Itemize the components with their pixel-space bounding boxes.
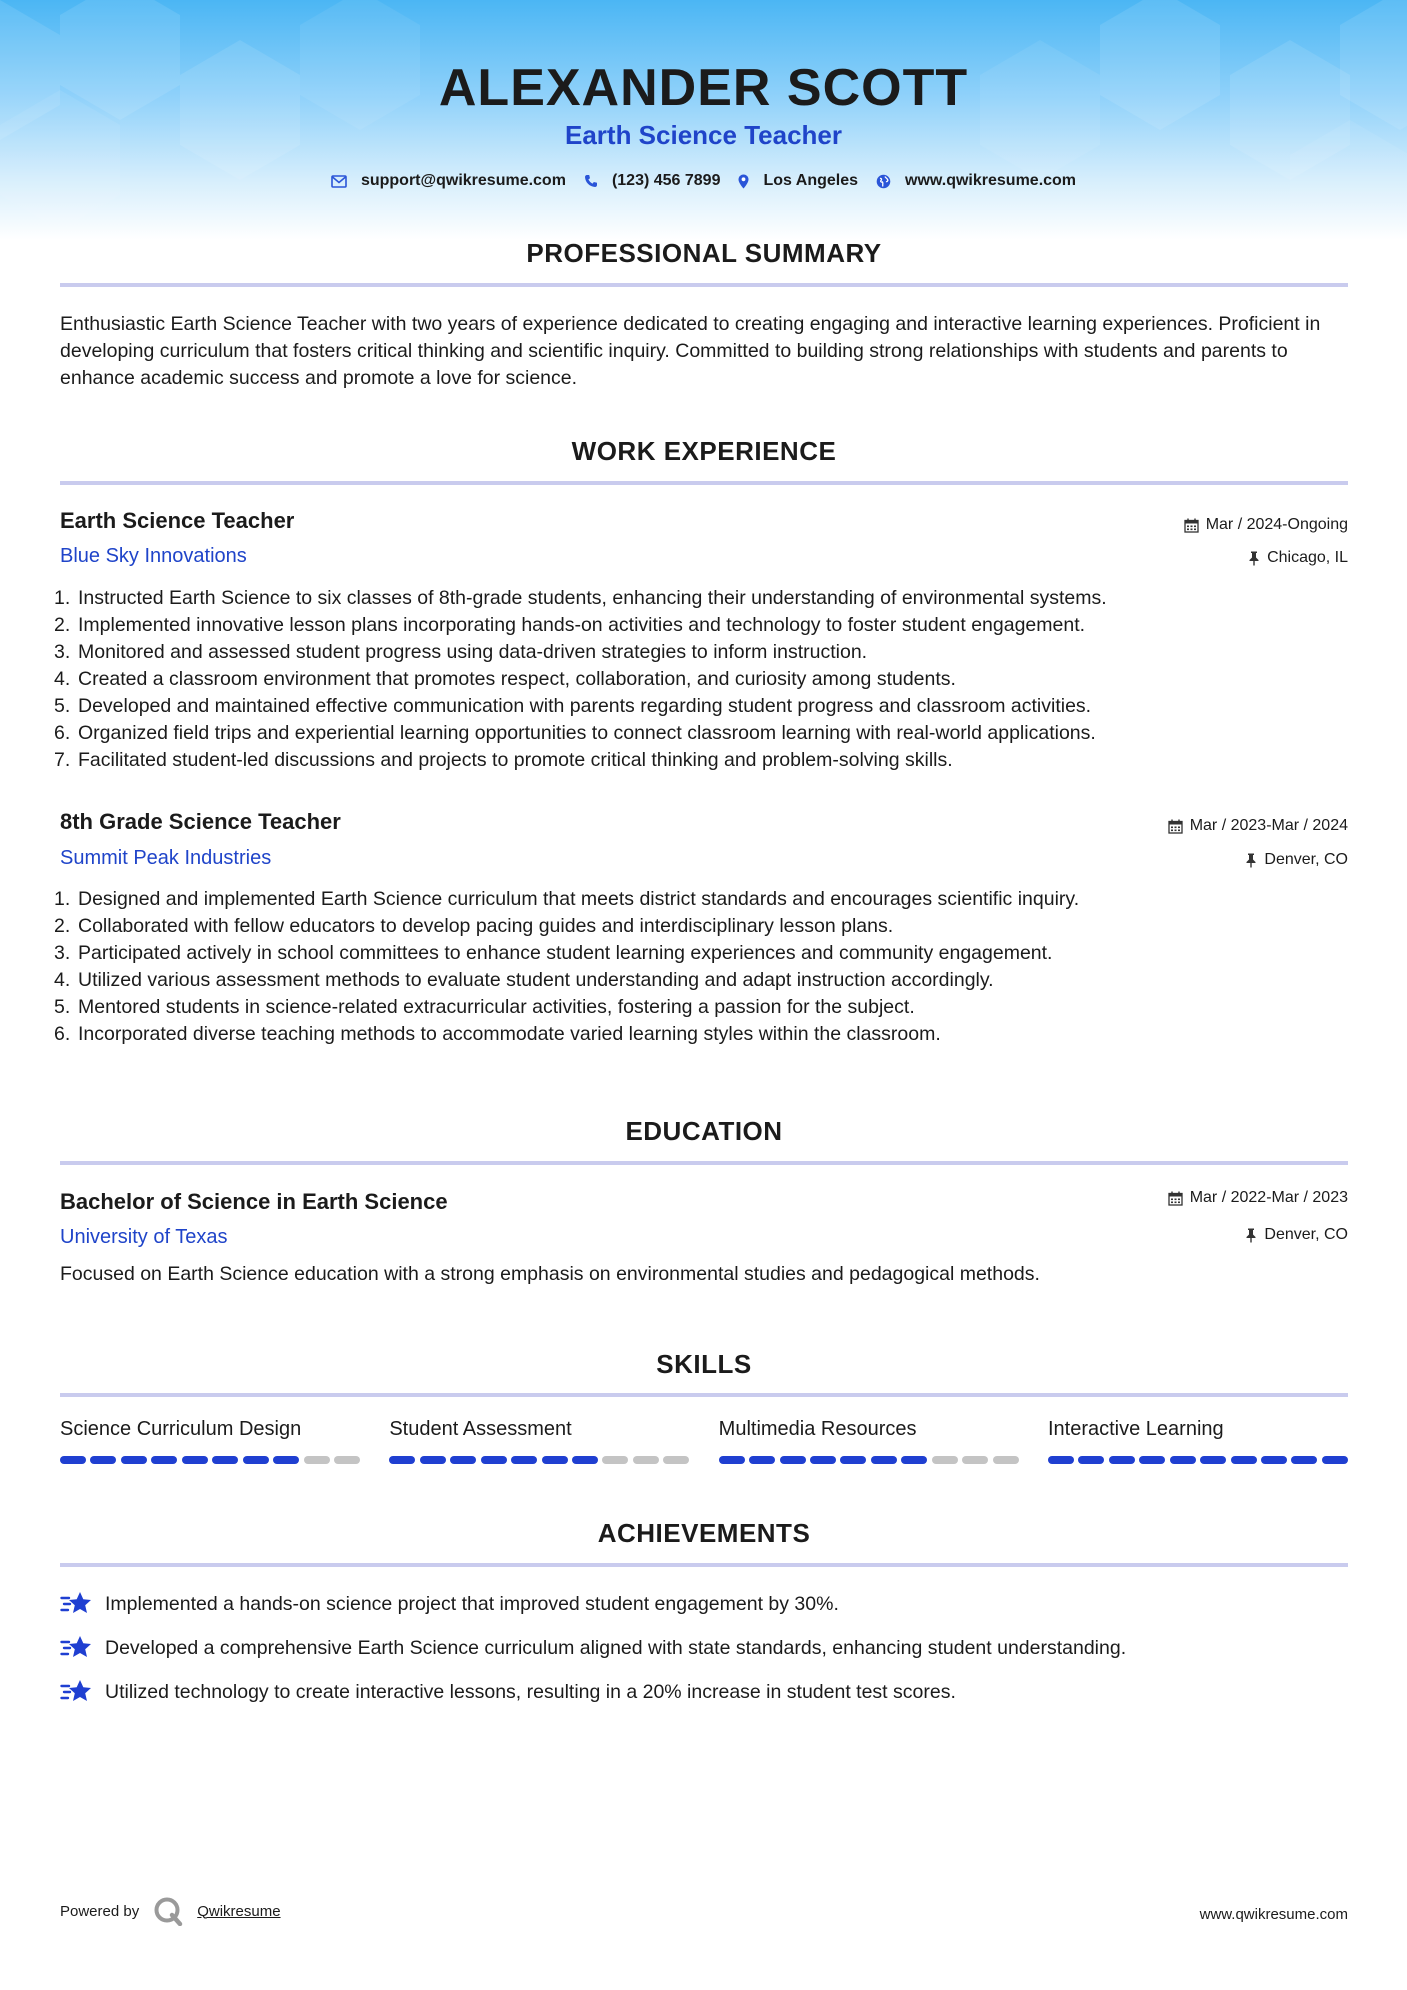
school-name: University of Texas [60,1226,228,1248]
star-icon [60,1589,92,1619]
skill-level-segment [542,1456,568,1464]
list-item: 3. Participated actively in school committees to enhance student learning experiences and community engagement. [54,942,1053,964]
skill-level-segment [450,1456,476,1464]
contact-phone[interactable]: (123) 456 7899 [584,172,721,190]
skill-level-bar [60,1456,360,1464]
star-icon [60,1677,92,1707]
envelope-icon [331,175,347,188]
skill-item [389,1418,689,1464]
skill-level-segment [993,1456,1019,1464]
contact-location: Los Angeles [738,172,858,190]
candidate-name: ALEXANDER SCOTT [438,59,969,117]
summary-heading: PROFESSIONAL SUMMARY [526,238,882,268]
skill-level-segment [871,1456,897,1464]
skill-level-bar [1048,1456,1348,1464]
company-name-1: Blue Sky Innovations [60,545,247,567]
skill-item [1048,1418,1348,1464]
skill-level-segment [212,1456,238,1464]
skill-level-segment [1048,1456,1074,1464]
calendar-icon [1184,518,1199,533]
pushpin-icon [1245,853,1257,868]
skill-name: Interactive Learning [1047,1418,1224,1440]
summary-divider [60,283,1348,287]
company-name-2: Summit Peak Industries [60,847,272,869]
skill-level-segment [243,1456,269,1464]
list-item: 2. Collaborated with fellow educators to develop pacing guides and interdisciplinary lesson plans. [54,915,894,937]
list-item: 6. Incorporated diverse teaching methods to accommodate varied learning styles within the classroom. [54,1023,941,1045]
skill-level-segment [901,1456,927,1464]
skill-level-segment [1291,1456,1317,1464]
education-heading: EDUCATION [625,1116,783,1146]
job-bullets-2 [54,886,1360,1048]
globe-icon [876,174,891,189]
skill-level-segment [182,1456,208,1464]
achievement-item: Utilized technology to create interactive lessons, resulting in a 20% increase in student test scores. [60,1677,1360,1707]
list-item: 2. Implemented innovative lesson plans incorporating hands-on activities and technology to foster student engagement. [54,614,1086,636]
job-location-2: Denver, CO [1245,851,1348,869]
star-icon [60,1633,92,1663]
candidate-title: Earth Science Teacher [565,120,842,150]
skill-level-segment [151,1456,177,1464]
skill-name: Science Curriculum Design [60,1418,302,1440]
skill-level-segment [719,1456,745,1464]
calendar-icon [1168,1191,1183,1206]
skill-level-segment [1200,1456,1226,1464]
skill-level-segment [1109,1456,1135,1464]
education-location: Denver, CO [1245,1226,1348,1244]
list-item: 1. Instructed Earth Science to six classes of 8th-grade students, enhancing their understanding of environmental systems. [54,587,1107,609]
skills-heading: SKILLS [656,1349,752,1379]
skill-level-segment [780,1456,806,1464]
pushpin-icon [1248,551,1260,566]
skill-level-segment [1261,1456,1287,1464]
phone-icon [584,174,598,188]
skill-level-segment [932,1456,958,1464]
calendar-icon [1168,819,1183,834]
achievements-divider [60,1563,1348,1567]
skill-level-bar [389,1456,689,1464]
skill-level-segment [511,1456,537,1464]
header-banner [0,0,1407,240]
education-date: Mar / 2022-Mar / 2023 [1168,1189,1348,1207]
skill-level-segment [1139,1456,1165,1464]
contact-website[interactable]: www.qwikresume.com [876,172,1076,190]
skill-level-segment [1322,1456,1348,1464]
job-bullets-1 [54,585,1360,774]
experience-heading: WORK EXPERIENCE [571,436,837,466]
contact-email[interactable]: support@qwikresume.com [331,172,566,190]
job-title-1: Earth Science Teacher [60,508,295,533]
pushpin-icon [1245,1228,1257,1243]
skill-level-segment [749,1456,775,1464]
skill-level-segment [572,1456,598,1464]
list-item: 5. Developed and maintained effective communication with parents regarding student progress and classroom activities. [54,695,1092,717]
skill-level-segment [121,1456,147,1464]
skill-name: Multimedia Resources [718,1418,917,1440]
skill-level-segment [334,1456,360,1464]
skill-level-segment [90,1456,116,1464]
list-item: 3. Monitored and assessed student progress using data-driven strategies to inform instruction. [54,641,868,663]
skill-level-segment [60,1456,86,1464]
skill-level-segment [481,1456,507,1464]
list-item: 6. Organized field trips and experiential learning opportunities to connect classroom learning with real-world applications. [54,722,1096,744]
skill-level-segment [810,1456,836,1464]
qwikresume-link[interactable]: Qwikresume [197,1902,281,1920]
skills-divider [60,1393,1348,1397]
experience-divider [60,481,1348,485]
footer-website[interactable]: www.qwikresume.com [1199,1906,1348,1923]
job-location-1: Chicago, IL [1248,549,1348,567]
skill-level-segment [663,1456,689,1464]
skill-level-segment [389,1456,415,1464]
skill-level-segment [304,1456,330,1464]
skill-level-segment [1170,1456,1196,1464]
footer-powered-by: Powered by Qwikresume [60,1896,281,1926]
achievement-item: Developed a comprehensive Earth Science curriculum aligned with state standards, enhancing student understanding. [60,1633,1360,1663]
education-divider [60,1161,1348,1165]
skill-item [60,1418,360,1464]
job-date-2: Mar / 2023-Mar / 2024 [1168,817,1348,835]
skill-level-segment [602,1456,628,1464]
contact-row [0,172,1407,190]
list-item: 1. Designed and implemented Earth Science curriculum that meets district standards and encourages scientific inquiry. [54,888,1080,910]
list-item: 4. Utilized various assessment methods to evaluate student understanding and adapt instruction accordingly. [54,969,994,991]
job-title-2: 8th Grade Science Teacher [60,809,341,834]
skill-item [719,1418,1019,1464]
list-item: 7. Facilitated student-led discussions and projects to promote critical thinking and problem-solving skills. [54,749,953,771]
achievements-heading: ACHIEVEMENTS [597,1518,811,1548]
skill-level-segment [420,1456,446,1464]
list-item: 5. Mentored students in science-related extracurricular activities, fostering a passion for the subject. [54,996,915,1018]
list-item: 4. Created a classroom environment that promotes respect, collaboration, and curiosity among students. [54,668,956,690]
skill-level-segment [1231,1456,1257,1464]
skill-level-segment [633,1456,659,1464]
skill-level-segment [1078,1456,1104,1464]
achievement-item: Implemented a hands-on science project that improved student engagement by 30%. [60,1589,1360,1619]
education-description: Focused on Earth Science education with a strong emphasis on environmental studies and pedagogical methods. [60,1263,1040,1285]
skill-level-segment [273,1456,299,1464]
skill-level-segment [962,1456,988,1464]
map-pin-icon [738,174,749,189]
degree-title: Bachelor of Science in Earth Science [60,1189,448,1214]
job-date-1: Mar / 2024-Ongoing [1184,516,1348,534]
skill-name: Student Assessment [389,1418,572,1440]
skills-list [60,1418,1348,1464]
summary-text: Enthusiastic Earth Science Teacher with two years of experience dedicated to creating engaging and interactive learning experiences. Proficient in developing curriculum that fosters critical thinking and scientific inquiry. Committed to building strong relationships with students and parents to enhance academic success and promote a love for science. [60,313,1321,389]
skill-level-bar [719,1456,1019,1464]
skill-level-segment [840,1456,866,1464]
qwikresume-logo-icon[interactable] [153,1896,183,1926]
